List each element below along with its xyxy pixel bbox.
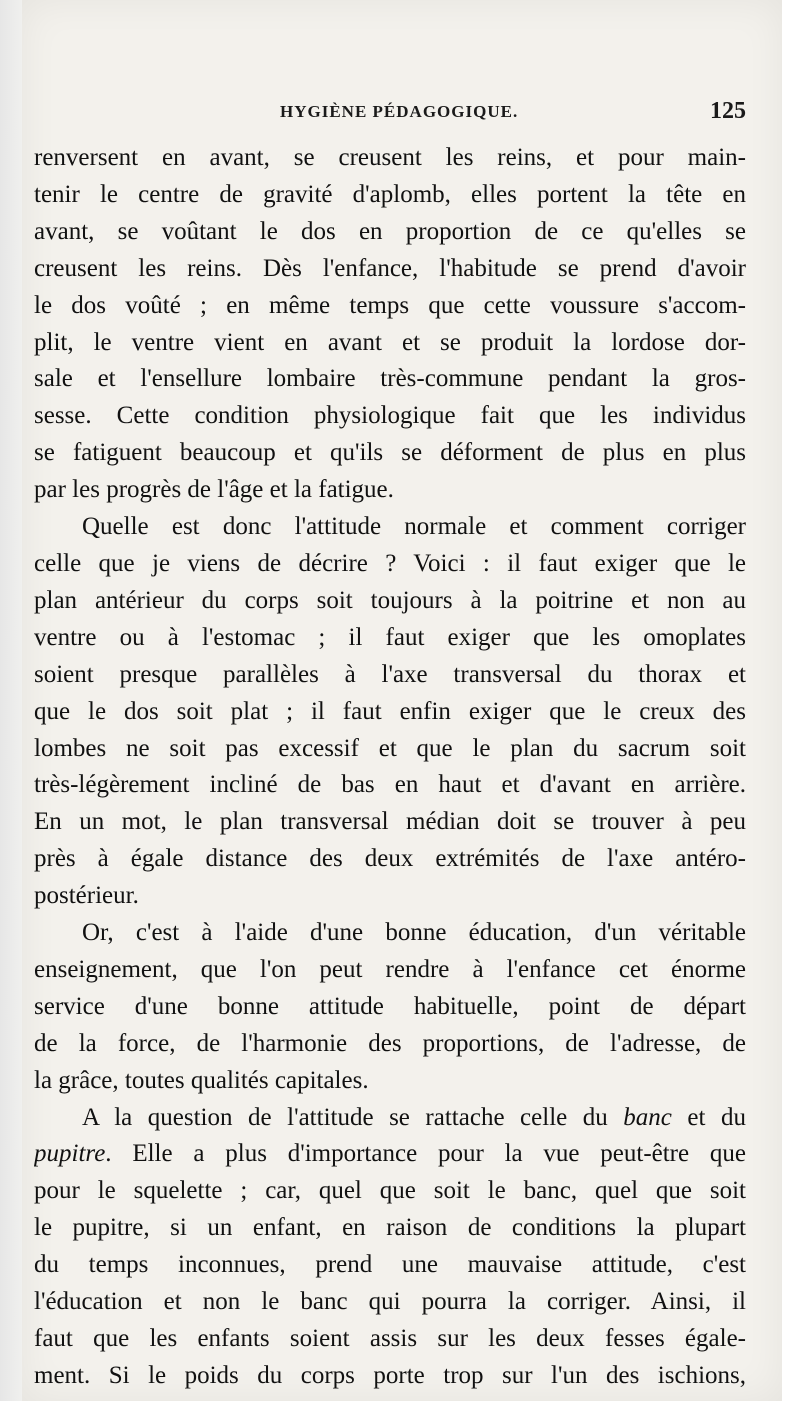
text-line: Or, c'est à l'aide d'une bonne éducation, d'un véritable [82,919,746,947]
text-line: enseignement, que l'on peut rendre à l'enfance cet énorme [34,955,746,983]
text-line: la grâce, toutes qualités capitales. [34,1066,369,1094]
italic-word-banc: banc [623,1103,672,1131]
text-line [34,1100,746,1137]
text-line: sesse. Cette condition physiologique fait que les individus [34,402,746,430]
text-line: ment. Si le poids du corps porte trop sur l'un des ischions, [34,1361,746,1389]
text-line: postérieur. [34,882,139,910]
text-line: creusent les reins. Dès l'enfance, l'habitude se prend d'avoir [34,254,746,282]
text-fragment: et du [671,1103,746,1131]
running-title: HYGIÈNE PÉDAGOGIQUE. [280,102,519,121]
text-line: le pupitre, si un enfant, en raison de conditions la plupart [34,1214,746,1242]
page-edge [0,0,22,1401]
text-line: faut que les enfants soient assis sur les deux fesses égale- [34,1325,746,1352]
text-line: lombes ne soit pas excessif et que le plan du sacrum soit [34,734,746,762]
text-line: l'éducation et non le banc qui pourra la corriger. Ainsi, il [34,1288,746,1316]
text-line: sale et l'ensellure lombaire très-commune pendant la gros- [34,365,746,393]
italic-word-pupitre: pupitre [34,1140,106,1168]
text-line: du temps inconnues, prend une mauvaise attitude, c'est [34,1251,746,1279]
text-line: pour le squelette ; car, quel que soit le banc, quel que soit [34,1177,746,1205]
text-line: près à égale distance des deux extrémités de l'axe antéro- [34,845,746,873]
text-line: En un mot, le plan transversal médian doit se trouver à peu [34,808,746,836]
text-line: par les progrès de l'âge et la fatigue. [34,476,394,504]
text-line: renversent en avant, se creusent les reins, et pour main- [34,144,746,171]
text-line [34,1136,746,1173]
page-header [34,98,746,130]
text-line: Quelle est donc l'attitude normale et comment corriger [82,513,746,541]
text-line: celle que je viens de décrire ? Voici : il faut exiger que le [34,549,746,577]
text-line: le dos voûté ; en même temps que cette voussure s'accom- [34,291,746,319]
text-line: plit, le ventre vient en avant et se produit la lordose dor- [34,328,746,356]
text-line: de la force, de l'harmonie des proportions, de l'adresse, de [34,1029,746,1057]
text-line: ventre ou à l'estomac ; il faut exiger que les omoplates [34,623,746,651]
text-line: service d'une bonne attitude habituelle, point de départ [34,992,746,1020]
text-line: plan antérieur du corps soit toujours à la poitrine et non au [34,586,746,614]
text-fragment: . Elle a plus d'importance pour la vue peut-être que [105,1140,746,1168]
text-line: que le dos soit plat ; il faut enfin exiger que le creux des [34,697,746,725]
text-line: soient presque parallèles à l'axe transversal du thorax et [34,660,746,688]
page-number: 125 [710,98,746,124]
text-line: très-légèrement incliné de bas en haut et d'avant en arrière. [34,771,746,799]
text-line: se fatiguent beaucoup et qu'ils se déforment de plus en plus [34,439,746,467]
text-fragment: A la question de l'attitude se rattache celle du [82,1103,624,1131]
body-text [34,140,746,1395]
text-line: tenir le centre de gravité d'aplomb, elles portent la tête en [34,180,746,208]
text-line: avant, se voûtant le dos en proportion de ce qu'elles se [34,217,746,245]
